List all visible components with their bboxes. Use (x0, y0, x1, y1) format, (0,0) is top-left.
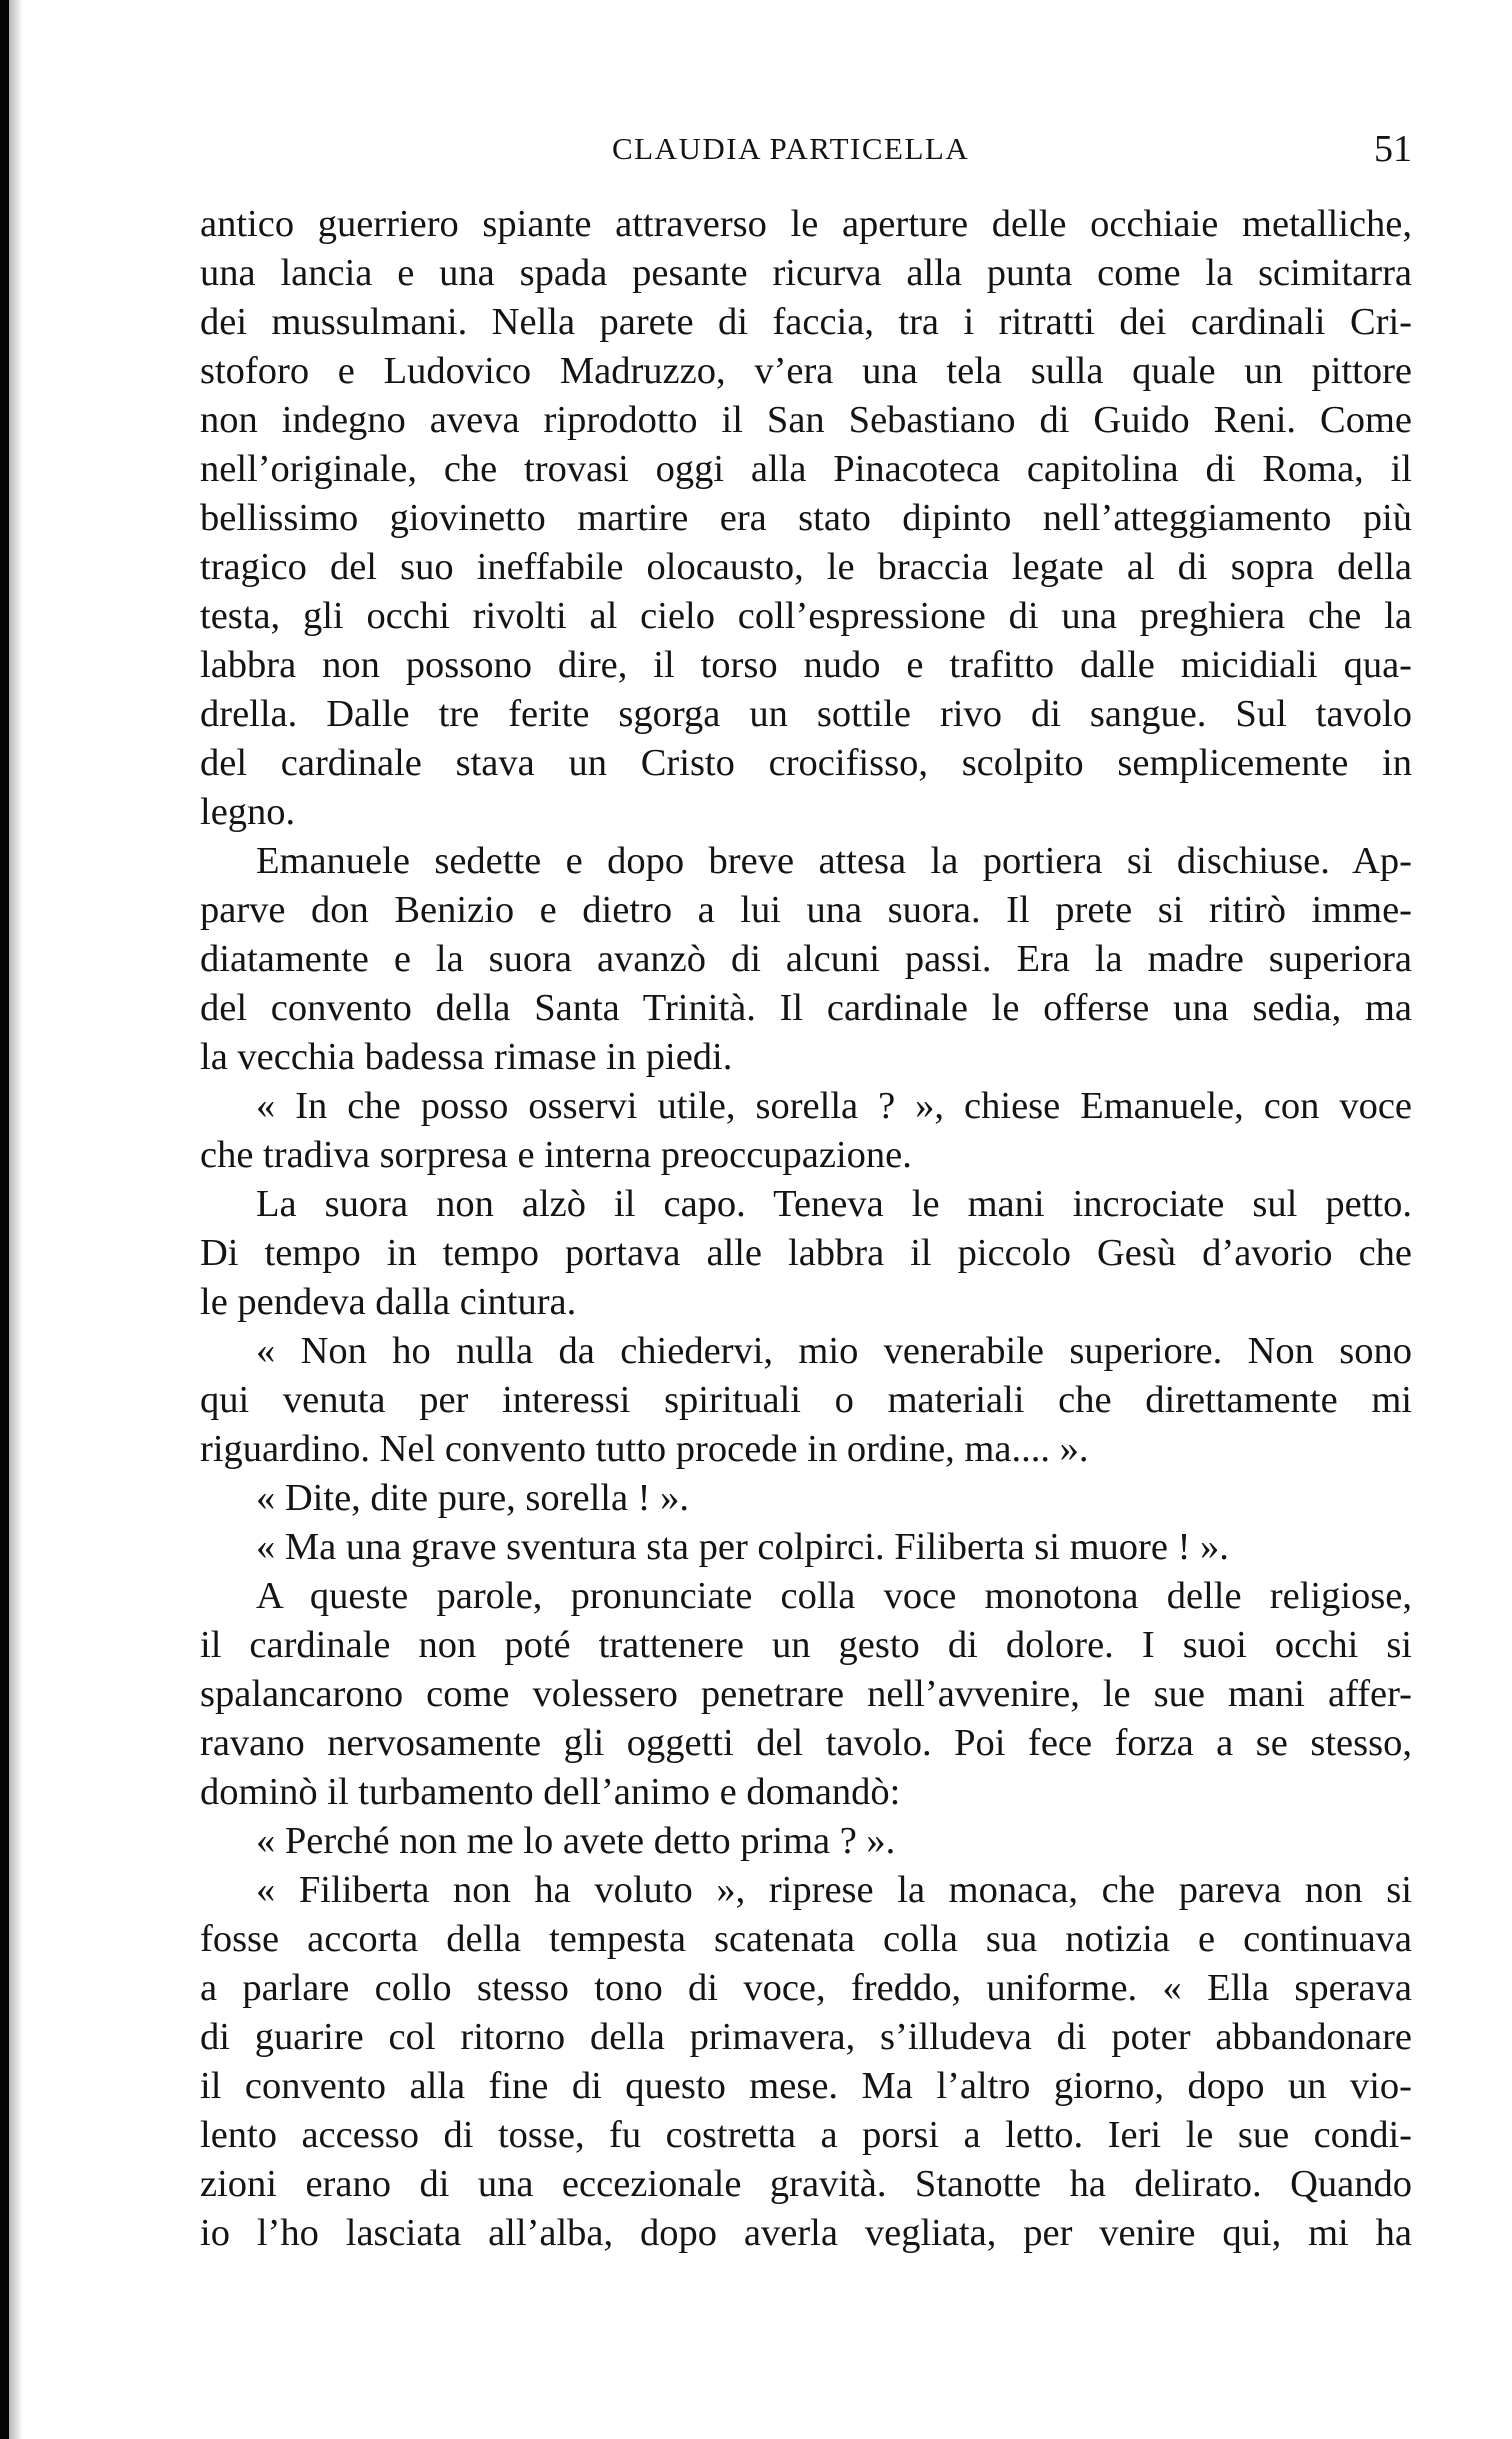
text-line: nell’originale, che trovasi oggi alla Pinacoteca capitolina di Roma, il (200, 448, 1412, 490)
text-line: a parlare collo stesso tono di voce, freddo, uniforme. « Ella sperava (200, 1967, 1412, 2009)
text-line: « In che posso osservi utile, sorella ? », chiese Emanuele, con voce (256, 1085, 1412, 1127)
text-line: dei mussulmani. Nella parete di faccia, tra i ritratti dei cardinali Cri- (200, 301, 1412, 343)
text-line: io l’ho lasciata all’alba, dopo averla vegliata, per venire qui, mi ha (200, 2212, 1412, 2254)
text-line: Emanuele sedette e dopo breve attesa la portiera si dischiuse. Ap- (256, 840, 1412, 882)
body-text (200, 200, 1412, 2258)
text-line: zioni erano di una eccezionale gravità. Stanotte ha delirato. Quando (200, 2163, 1412, 2205)
text-line: « Filiberta non ha voluto », riprese la monaca, che pareva non si (256, 1869, 1412, 1911)
text-line: lento accesso di tosse, fu costretta a porsi a letto. Ieri le sue condi- (200, 2114, 1412, 2156)
text-line: tragico del suo ineffabile olocausto, le braccia legate al di sopra della (200, 546, 1412, 588)
text-line: ravano nervosamente gli oggetti del tavolo. Poi fece forza a se stesso, (200, 1722, 1412, 1764)
text-line: La suora non alzò il capo. Teneva le mani incrociate sul petto. (256, 1183, 1412, 1225)
text-line: A queste parole, pronunciate colla voce monotona delle religiose, (256, 1575, 1412, 1617)
text-line: antico guerriero spiante attraverso le aperture delle occhiaie metalliche, (200, 203, 1412, 245)
text-line: che tradiva sorpresa e interna preoccupazione. (200, 1134, 912, 1176)
page-binding-shadow (9, 0, 23, 2439)
text-line: qui venuta per interessi spirituali o materiali che direttamente mi (200, 1379, 1412, 1421)
text-line: riguardino. Nel convento tutto procede in ordine, ma.... ». (200, 1428, 1089, 1470)
text-line: Di tempo in tempo portava alle labbra il piccolo Gesù d’avorio che (200, 1232, 1412, 1274)
text-line: le pendeva dalla cintura. (200, 1281, 577, 1323)
text-line: legno. (200, 791, 296, 833)
page-number: 51 (1374, 128, 1412, 170)
text-line: il cardinale non poté trattenere un gesto di dolore. I suoi occhi si (200, 1624, 1412, 1666)
text-line: « Perché non me lo avete detto prima ? ». (256, 1820, 896, 1862)
text-line: diatamente e la suora avanzò di alcuni passi. Era la madre superiora (200, 938, 1412, 980)
text-line: il convento alla fine di questo mese. Ma l’altro giorno, dopo un vio- (200, 2065, 1412, 2107)
text-line: « Ma una grave sventura sta per colpirci. Filiberta si muore ! ». (256, 1526, 1229, 1568)
text-line: drella. Dalle tre ferite sgorga un sottile rivo di sangue. Sul tavolo (200, 693, 1412, 735)
text-line: « Dite, dite pure, sorella ! ». (256, 1477, 689, 1519)
text-line: di guarire col ritorno della primavera, s’illudeva di poter abbandonare (200, 2016, 1412, 2058)
text-line: testa, gli occhi rivolti al cielo coll’espressione di una preghiera che la (200, 595, 1412, 637)
running-header (200, 124, 1412, 174)
text-line: fosse accorta della tempesta scatenata colla sua notizia e continuava (200, 1918, 1412, 1960)
text-line: del convento della Santa Trinità. Il cardinale le offerse una sedia, ma (200, 987, 1412, 1029)
text-line: parve don Benizio e dietro a lui una suora. Il prete si ritirò imme- (200, 889, 1412, 931)
text-line: dominò il turbamento dell’animo e domandò: (200, 1771, 901, 1813)
text-line: spalancarono come volessero penetrare nell’avvenire, le sue mani affer- (200, 1673, 1412, 1715)
text-line: la vecchia badessa rimase in piedi. (200, 1036, 733, 1078)
text-line: « Non ho nulla da chiedervi, mio venerabile superiore. Non sono (256, 1330, 1412, 1372)
page-binding-edge (0, 0, 9, 2439)
text-line: del cardinale stava un Cristo crocifisso, scolpito semplicemente in (200, 742, 1412, 784)
text-line: bellissimo giovinetto martire era stato dipinto nell’atteggiamento più (200, 497, 1412, 539)
text-line: stoforo e Ludovico Madruzzo, v’era una tela sulla quale un pittore (200, 350, 1412, 392)
text-line: non indegno aveva riprodotto il San Sebastiano di Guido Reni. Come (200, 399, 1412, 441)
running-title: CLAUDIA PARTICELLA (612, 131, 970, 166)
text-line: una lancia e una spada pesante ricurva alla punta come la scimitarra (200, 252, 1412, 294)
text-line: labbra non possono dire, il torso nudo e trafitto dalle micidiali qua- (200, 644, 1412, 686)
